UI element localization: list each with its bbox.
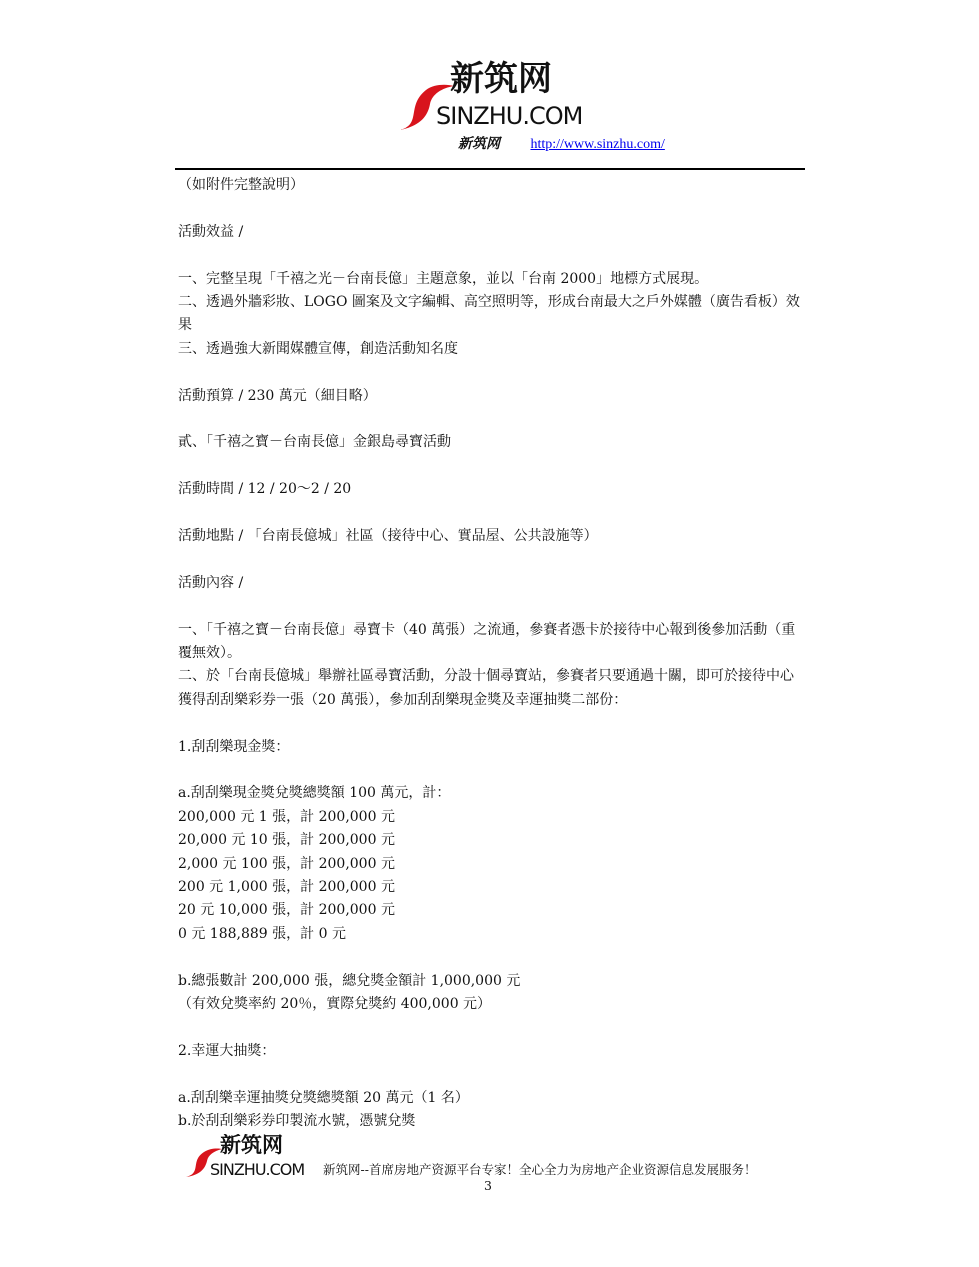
logo-chinese-text: 新筑网 <box>450 60 552 99</box>
paragraph: 二、透過外牆彩妝、LOGO 圖案及文字編輯、高空照明等，形成台南最大之戶外媒體（廣告看板）效果 <box>178 294 800 334</box>
footer-logo-chinese-text: 新筑网 <box>220 1134 283 1157</box>
footer-logo-english-text: SINZHU.COM <box>210 1160 305 1178</box>
paragraph: 二、於「台南長億城」舉辦社區尋寶活動，分設十個尋寶站，參賽者只要通過十關，即可於接待中心獲得刮刮樂彩券一張（20 萬張），參加刮刮樂現金獎及幸運抽獎二部份： <box>178 668 794 708</box>
paragraph: 0 元 188,889 張，計 0 元 <box>178 925 346 942</box>
document-body <box>178 174 806 1133</box>
paragraph: 2.幸運大抽獎： <box>178 1042 276 1059</box>
logo-english-text: SINZHU.COM <box>436 102 583 130</box>
paragraph: 活動地點 / 「台南長億城」社區（接待中心、實品屋、公共設施等） <box>178 528 598 544</box>
paragraph: a.刮刮樂幸運抽獎兌獎總獎額 20 萬元（1 名） <box>178 1089 469 1106</box>
paragraph: 活動效益 / <box>178 223 244 240</box>
page-number: 3 <box>484 1178 492 1193</box>
paragraph: （有效兌獎率約 20％，實際兌獎約 400,000 元） <box>178 996 492 1013</box>
footer-slogan: 新筑网--首席房地产资源平台专家！全心全力为房地产企业资源信息发展服务！ <box>323 1162 757 1177</box>
paragraph: 一、「千禧之寶－台南長億」尋寶卡（40 萬張）之流通，參賽者憑卡於接待中心報到後參加活動（重覆無效）。 <box>178 621 796 661</box>
sinzhu-footer-logo <box>182 1134 312 1178</box>
paragraph: b.於刮刮樂彩券印製流水號，憑號兌獎 <box>178 1113 416 1130</box>
header-divider <box>175 168 805 170</box>
header-caption <box>458 133 665 153</box>
paragraph: b.總張數計 200,000 張，總兌獎金額計 1,000,000 元 <box>178 972 521 989</box>
sinzhu-header-logo <box>392 60 592 132</box>
paragraph: 1.刮刮樂現金獎： <box>178 738 290 755</box>
paragraph: a.刮刮樂現金獎兌獎總獎額 100 萬元，計： <box>178 785 451 802</box>
paragraph: 一、完整呈現「千禧之光－台南長億」主題意象，並以「台南 2000」地標方式展現。 <box>178 270 709 287</box>
paragraph: 20,000 元 10 張，計 200,000 元 <box>178 832 395 849</box>
paragraph: 200 元 1,000 張，計 200,000 元 <box>178 879 395 896</box>
paragraph: 活動預算 / 230 萬元（細目略） <box>178 387 377 404</box>
paragraph: 活動時間 / 12 / 20～2 / 20 <box>178 481 352 498</box>
paragraph: 貳、「千禧之寶－台南長億」金銀島尋寶活動 <box>178 434 451 451</box>
paragraph: 三、透過強大新聞媒體宣傳，創造活動知名度 <box>178 340 458 357</box>
header-site-name: 新筑网 <box>458 136 500 152</box>
paragraph: 200,000 元 1 張，計 200,000 元 <box>178 808 395 825</box>
paragraph: 20 元 10,000 張，計 200,000 元 <box>178 902 395 919</box>
header-url-link[interactable]: http://www.sinzhu.com/ <box>530 137 665 152</box>
paragraph: （如附件完整說明） <box>178 177 304 193</box>
paragraph: 活動內容 / <box>178 574 244 591</box>
paragraph: 2,000 元 100 張，計 200,000 元 <box>178 855 395 872</box>
